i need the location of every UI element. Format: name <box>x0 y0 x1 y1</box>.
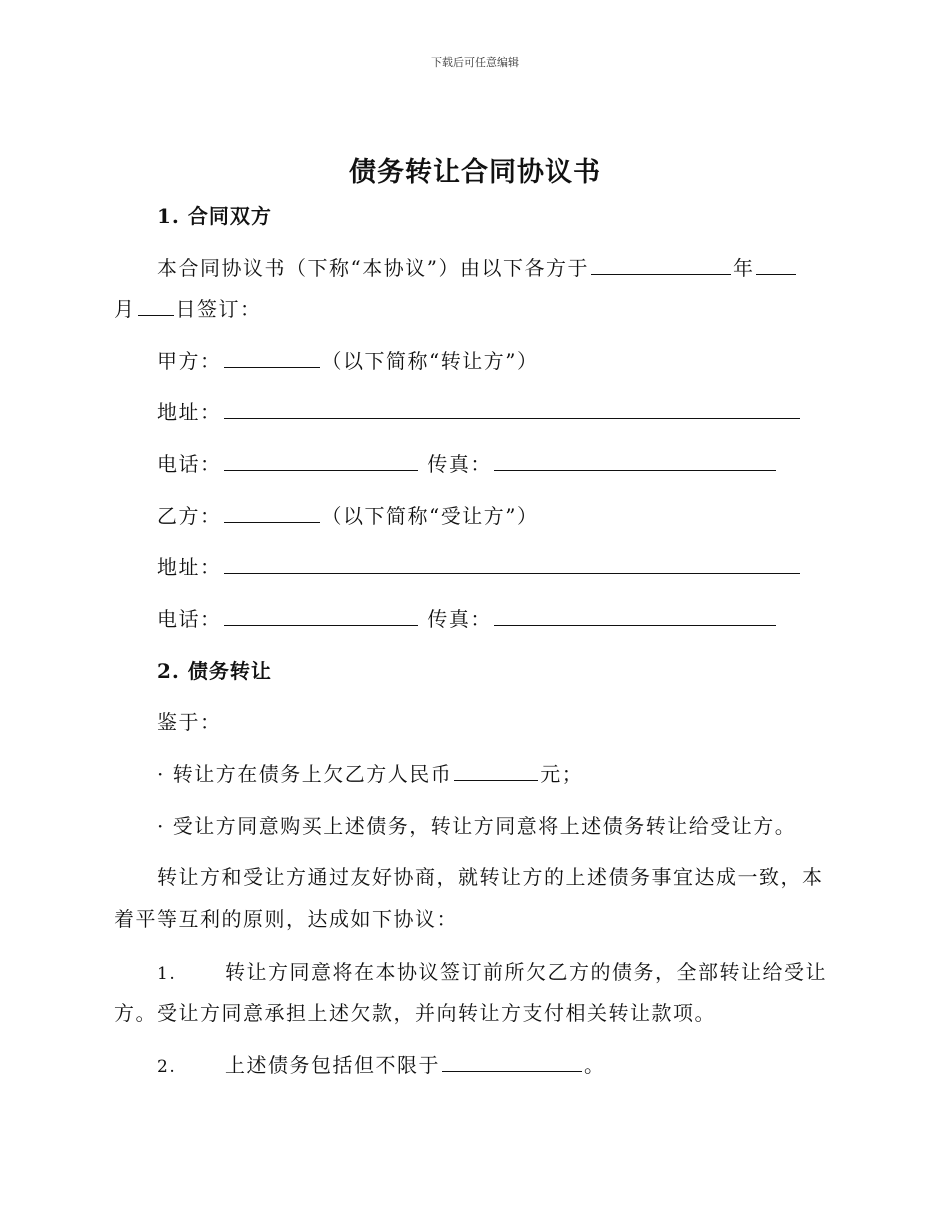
item2-blank <box>442 1053 582 1072</box>
date-blank-year <box>591 256 731 275</box>
item2-number: 2. <box>157 1057 177 1077</box>
fax-label: 传真： <box>427 452 492 476</box>
paragraph-line1: 转让方和受让方通过友好协商，就转让方的上述债务事宜达成一致，本 <box>157 865 824 889</box>
party-a-address-line <box>157 396 802 425</box>
intro-year: 年 <box>732 256 755 280</box>
party-b-label: 乙方： <box>157 504 222 528</box>
intro-line2 <box>114 293 262 322</box>
party-b-contact-line <box>157 603 778 632</box>
bullet-1 <box>157 758 583 787</box>
item-1-line2: 方。受让方同意承担上述欠款，并向转让方支付相关转让款项。 <box>114 1001 716 1025</box>
intro-month: 月 <box>114 297 136 321</box>
party-b-line <box>157 500 538 529</box>
party-b-blank <box>224 504 320 523</box>
section1-heading: 1. 合同双方 <box>157 204 272 228</box>
paragraph-line2: 着平等互利的原则，达成如下协议： <box>114 907 458 931</box>
header-note: 下载后可任意编辑 <box>431 56 519 69</box>
item1-text: 转让方同意将在本协议签订前所欠乙方的债务，全部转让给受让 <box>225 960 827 984</box>
phone-label: 电话： <box>157 452 222 476</box>
section2-heading: 2. 债务转让 <box>157 659 272 683</box>
fax-label: 传真： <box>427 607 492 631</box>
bullet-2: · 受让方同意购买上述债务，转让方同意将上述债务转让给受让方。 <box>157 814 797 838</box>
intro-day: 日签订： <box>175 297 262 321</box>
intro-line1 <box>157 252 798 281</box>
party-a-contact-line <box>157 448 778 477</box>
date-blank-day <box>138 297 174 316</box>
bullet1-text: · 转让方在债务上欠乙方人民币 <box>157 762 453 786</box>
document-title: 债务转让合同协议书 <box>349 157 601 188</box>
party-a-fax-blank <box>494 452 776 471</box>
bullet1-unit: 元； <box>540 762 584 786</box>
item-1-line1 <box>157 956 827 985</box>
party-a-blank <box>224 349 320 368</box>
party-b-address-line <box>157 551 802 580</box>
item2-text: 上述债务包括但不限于 <box>225 1053 440 1077</box>
item1-number: 1. <box>157 964 177 984</box>
date-blank-month-pre <box>756 256 796 275</box>
party-a-line <box>157 345 538 374</box>
address-label: 地址： <box>157 400 222 424</box>
item2-end: 。 <box>584 1053 606 1077</box>
party-b-fax-blank <box>494 607 776 626</box>
amount-blank <box>454 762 538 781</box>
party-b-phone-blank <box>224 607 418 626</box>
party-a-label: 甲方： <box>157 349 222 373</box>
intro-text: 本合同协议书（下称“本协议”）由以下各方于 <box>157 256 589 280</box>
party-a-address-blank <box>224 400 800 419</box>
party-b-note: （以下简称“受让方”） <box>321 504 539 528</box>
whereas-line: 鉴于： <box>157 710 222 734</box>
item-2-line <box>157 1049 606 1078</box>
phone-label: 电话： <box>157 607 222 631</box>
party-a-note: （以下简称“转让方”） <box>321 349 539 373</box>
address-label: 地址： <box>157 555 222 579</box>
party-b-address-blank <box>224 555 800 574</box>
party-a-phone-blank <box>224 452 418 471</box>
